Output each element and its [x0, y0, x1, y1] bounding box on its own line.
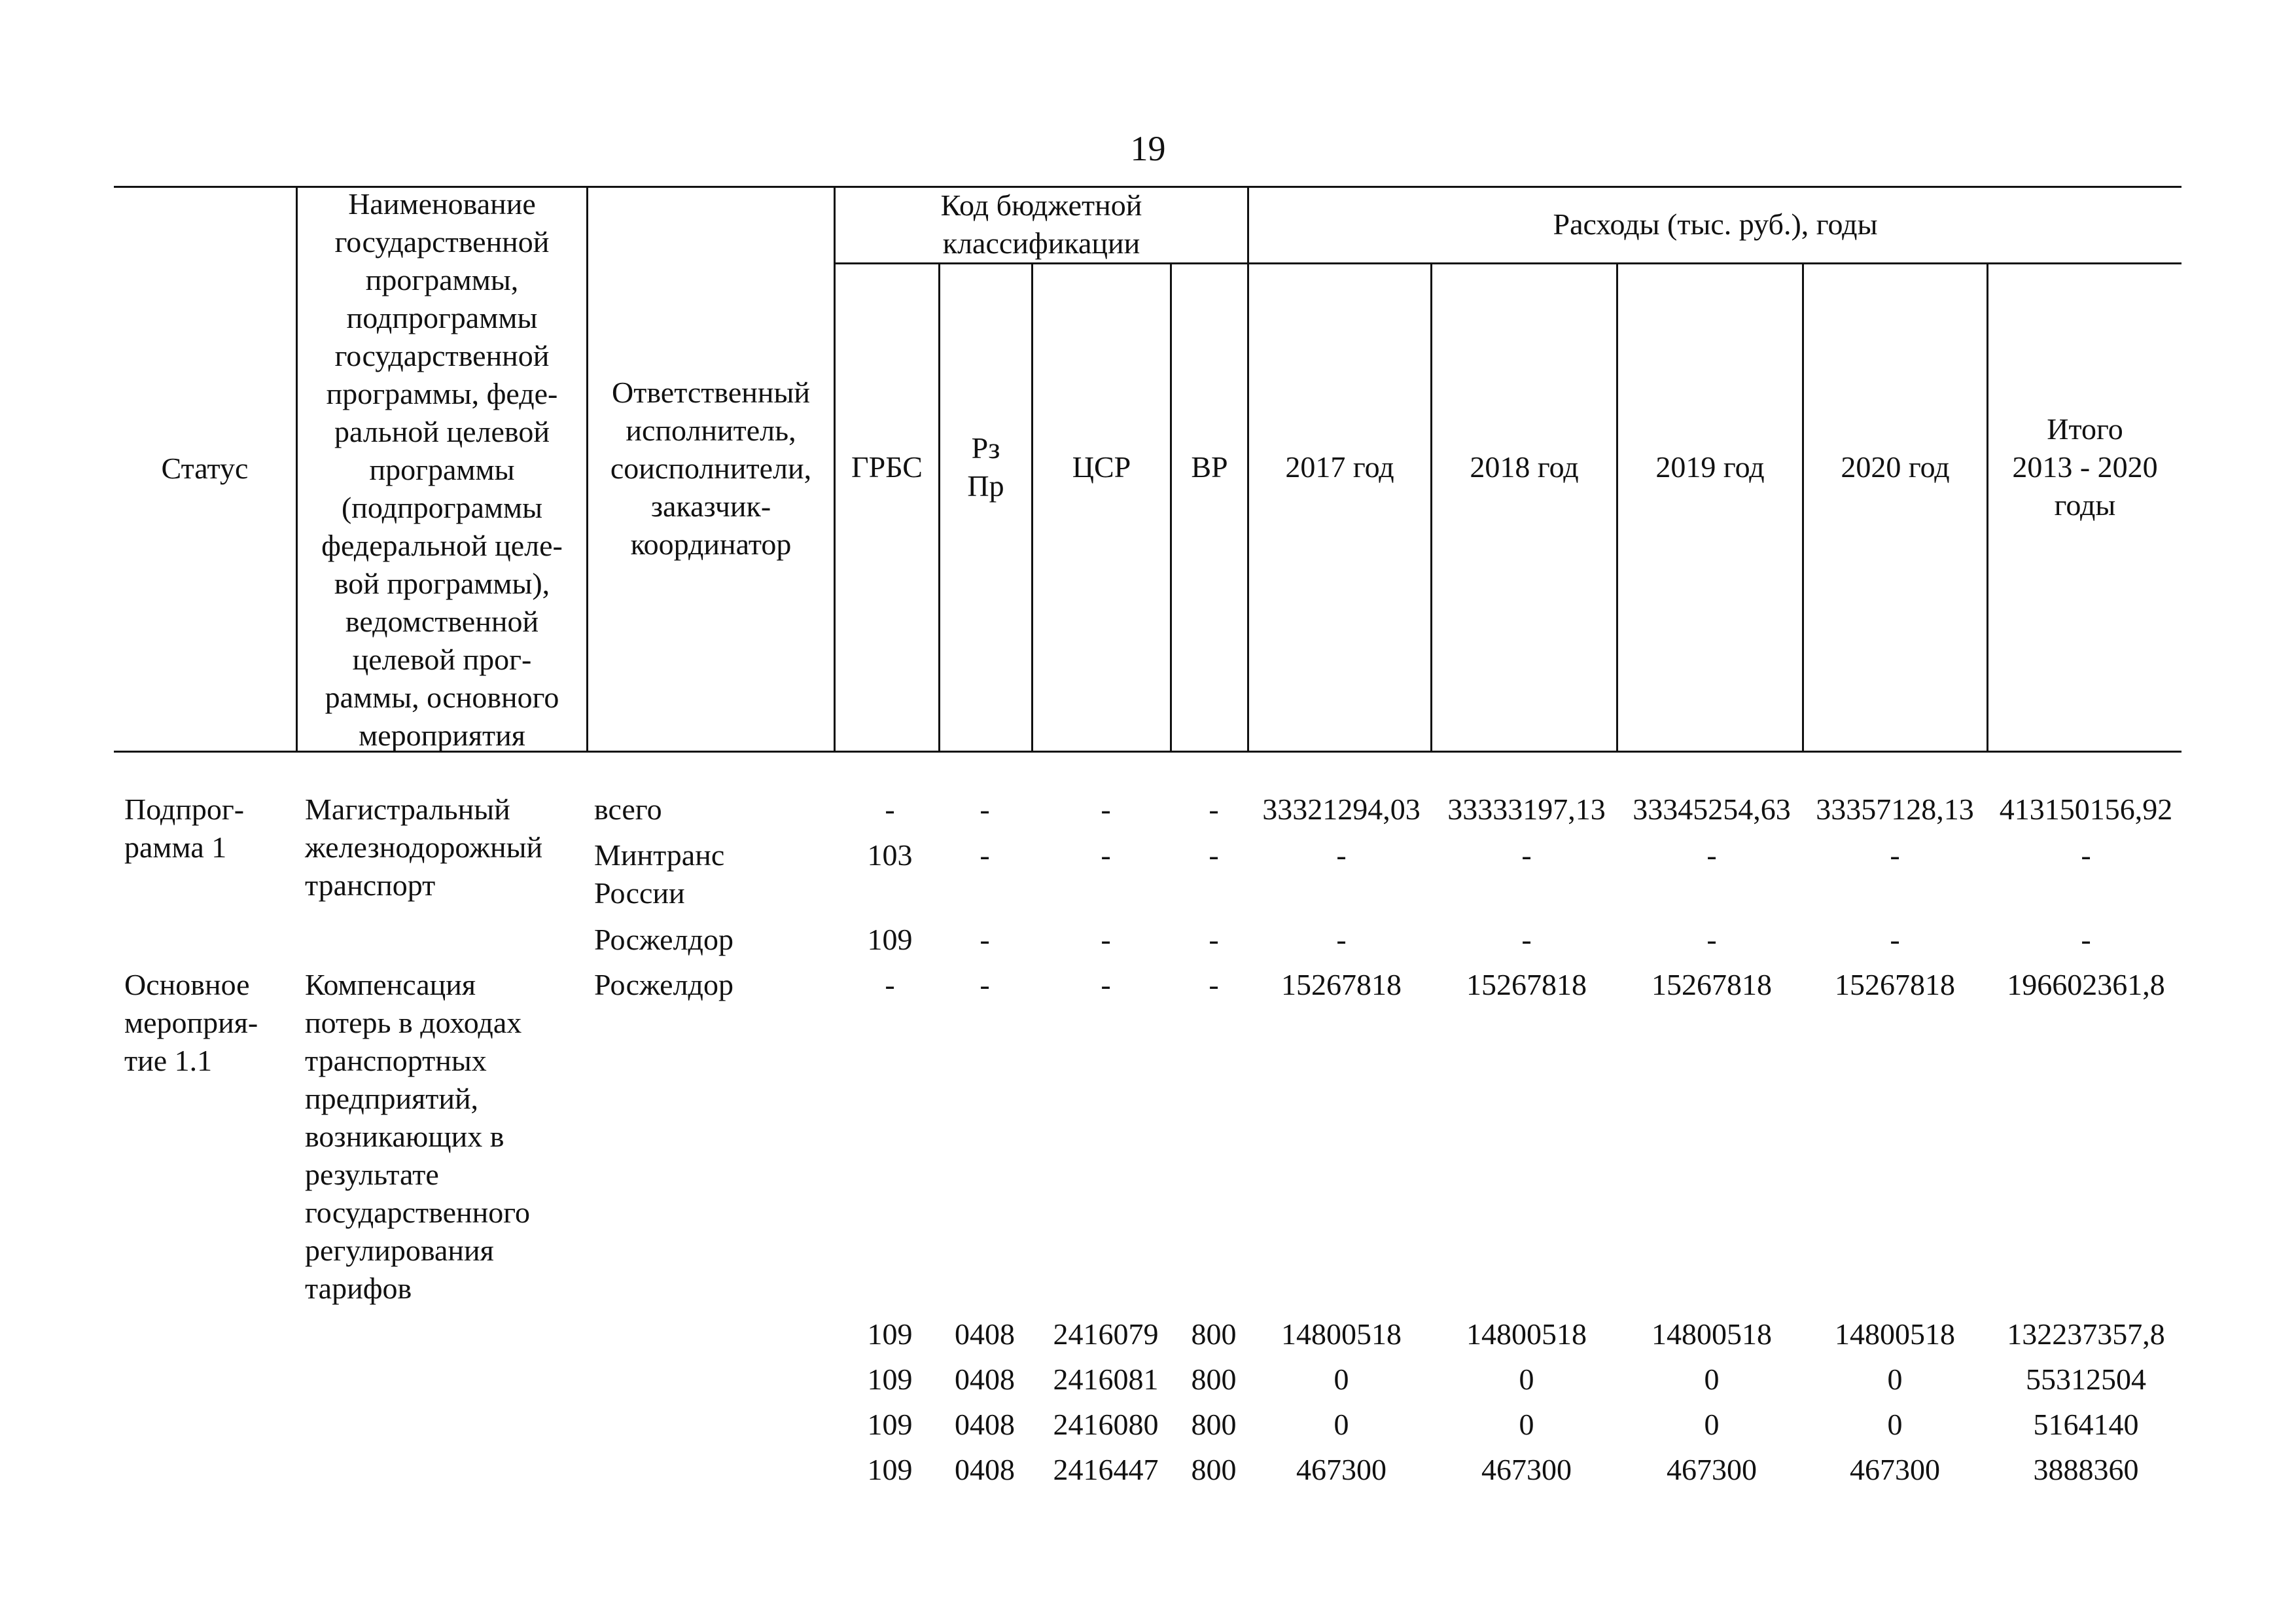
cell-2020: 467300 [1850, 1453, 1940, 1486]
cell-total: - [2081, 923, 2091, 956]
cell-total: 3888360 [2033, 1453, 2139, 1486]
cell-2020: - [1890, 838, 1900, 872]
header-executor: Ответственный исполнитель, соисполнители, заказчик- координатор [610, 375, 812, 561]
header-expenses: Расходы (тыс. руб.), годы [1553, 207, 1878, 241]
cell-2019: 0 [1704, 1363, 1720, 1396]
cell-2017: 0 [1333, 1408, 1349, 1441]
header-year-2017: 2017 год [1285, 450, 1394, 484]
cell-total: 132237357,8 [2007, 1317, 2165, 1351]
cell-total: 55312504 [2026, 1363, 2146, 1396]
cell-2019: 0 [1704, 1408, 1720, 1441]
cell-2018: - [1521, 923, 1532, 956]
header-vr: ВР [1191, 450, 1228, 484]
cell-2017: 33321294,03 [1262, 793, 1421, 826]
cell-vr: - [1209, 838, 1219, 872]
cell-rzpr: - [980, 793, 990, 826]
table-header [114, 186, 2181, 753]
cell-total: 413150156,92 [1999, 793, 2173, 826]
cell-csr: 2416080 [1053, 1408, 1159, 1441]
header-rzpr: Рз Пр [967, 431, 1004, 503]
cell-2019: - [1706, 923, 1717, 956]
header-year-2019: 2019 год [1655, 450, 1765, 484]
cell-2020: 15267818 [1835, 968, 1955, 1001]
cell-2018: - [1521, 838, 1532, 872]
cell-vr: - [1209, 793, 1219, 826]
subprogram-status: Подпрог- рамма 1 [124, 793, 245, 864]
header-year-2020: 2020 год [1841, 450, 1950, 484]
cell-2020: 0 [1887, 1363, 1903, 1396]
cell-csr: 2416081 [1053, 1363, 1159, 1396]
cell-2019: 14800518 [1651, 1317, 1772, 1351]
page-number: 19 [1130, 129, 1166, 168]
cell-rzpr: - [980, 838, 990, 872]
cell-2017: 467300 [1296, 1453, 1386, 1486]
cell-vr: - [1209, 923, 1219, 956]
cell-2017: 15267818 [1281, 968, 1402, 1001]
header-grbs: ГРБС [851, 450, 923, 484]
cell-rzpr: 0408 [955, 1453, 1015, 1486]
cell-csr: - [1101, 968, 1111, 1001]
cell-csr: 2416079 [1053, 1317, 1159, 1351]
header-name: Наименование государственной программы, подпрограммы государственной программы, феде- ральной целевой программы (подпрограммы федеральной целе- вой программы), ведомственной целевой прог- раммы, основного мероприятия [321, 187, 563, 752]
cell-2019: 467300 [1667, 1453, 1757, 1486]
cell-vr: 800 [1191, 1453, 1237, 1486]
cell-2018: 467300 [1481, 1453, 1572, 1486]
cell-2019: 33345254,63 [1633, 793, 1791, 826]
cell-2018: 33333197,13 [1447, 793, 1606, 826]
activity-name: Компенсация потерь в доходах транспортных предприятий, возникающих в результате государственного регулирования тарифов [305, 968, 530, 1305]
cell-vr: - [1209, 968, 1219, 1001]
cell-2018: 0 [1519, 1363, 1534, 1396]
cell-rzpr: 0408 [955, 1408, 1015, 1441]
cell-total: - [2081, 838, 2091, 872]
cell-vr: 800 [1191, 1317, 1237, 1351]
activity-executor: Росжелдор [594, 968, 733, 1001]
cell-total: 5164140 [2033, 1408, 2139, 1441]
cell-total: 196602361,8 [2007, 968, 2165, 1001]
cell-grbs: 109 [867, 1408, 913, 1441]
cell-2018: 14800518 [1466, 1317, 1587, 1351]
cell-grbs: - [885, 793, 895, 826]
cell-2018: 0 [1519, 1408, 1534, 1441]
cell-2018: 15267818 [1466, 968, 1587, 1001]
cell-csr: - [1101, 793, 1111, 826]
cell-vr: 800 [1191, 1408, 1237, 1441]
subprogram-executor-total: всего [594, 793, 662, 826]
cell-2017: - [1336, 923, 1347, 956]
cell-vr: 800 [1191, 1363, 1237, 1396]
cell-2017: 0 [1333, 1363, 1349, 1396]
cell-grbs: 109 [867, 923, 913, 956]
cell-2020: - [1890, 923, 1900, 956]
header-status: Статус [161, 451, 249, 485]
cell-2017: - [1336, 838, 1347, 872]
cell-grbs: 109 [867, 1453, 913, 1486]
cell-grbs: 109 [867, 1317, 913, 1351]
activity-status: Основное мероприя- тие 1.1 [124, 968, 258, 1077]
subprogram-executor-roszheldor: Росжелдор [594, 923, 733, 956]
cell-csr: - [1101, 923, 1111, 956]
subprogram-name: Магистральный железнодорожный транспорт [305, 793, 543, 902]
cell-grbs: 103 [867, 838, 913, 872]
header-csr: ЦСР [1072, 450, 1131, 484]
cell-2019: - [1706, 838, 1717, 872]
cell-grbs: - [885, 968, 895, 1001]
cell-rzpr: - [980, 923, 990, 956]
header-total: Итого 2013 - 2020 годы [2012, 412, 2158, 522]
subprogram-executor-mintrans: Минтранс России [594, 838, 725, 910]
cell-2020: 0 [1887, 1408, 1903, 1441]
cell-grbs: 109 [867, 1363, 913, 1396]
cell-2020: 14800518 [1835, 1317, 1955, 1351]
header-budget-code: Код бюджетной классификации [940, 188, 1142, 260]
cell-rzpr: 0408 [955, 1363, 1015, 1396]
cell-rzpr: - [980, 968, 990, 1001]
cell-2017: 14800518 [1281, 1317, 1402, 1351]
cell-csr: 2416447 [1053, 1453, 1159, 1486]
cell-2020: 33357128,13 [1816, 793, 1974, 826]
cell-csr: - [1101, 838, 1111, 872]
cell-rzpr: 0408 [955, 1317, 1015, 1351]
cell-2019: 15267818 [1651, 968, 1772, 1001]
header-year-2018: 2018 год [1470, 450, 1579, 484]
